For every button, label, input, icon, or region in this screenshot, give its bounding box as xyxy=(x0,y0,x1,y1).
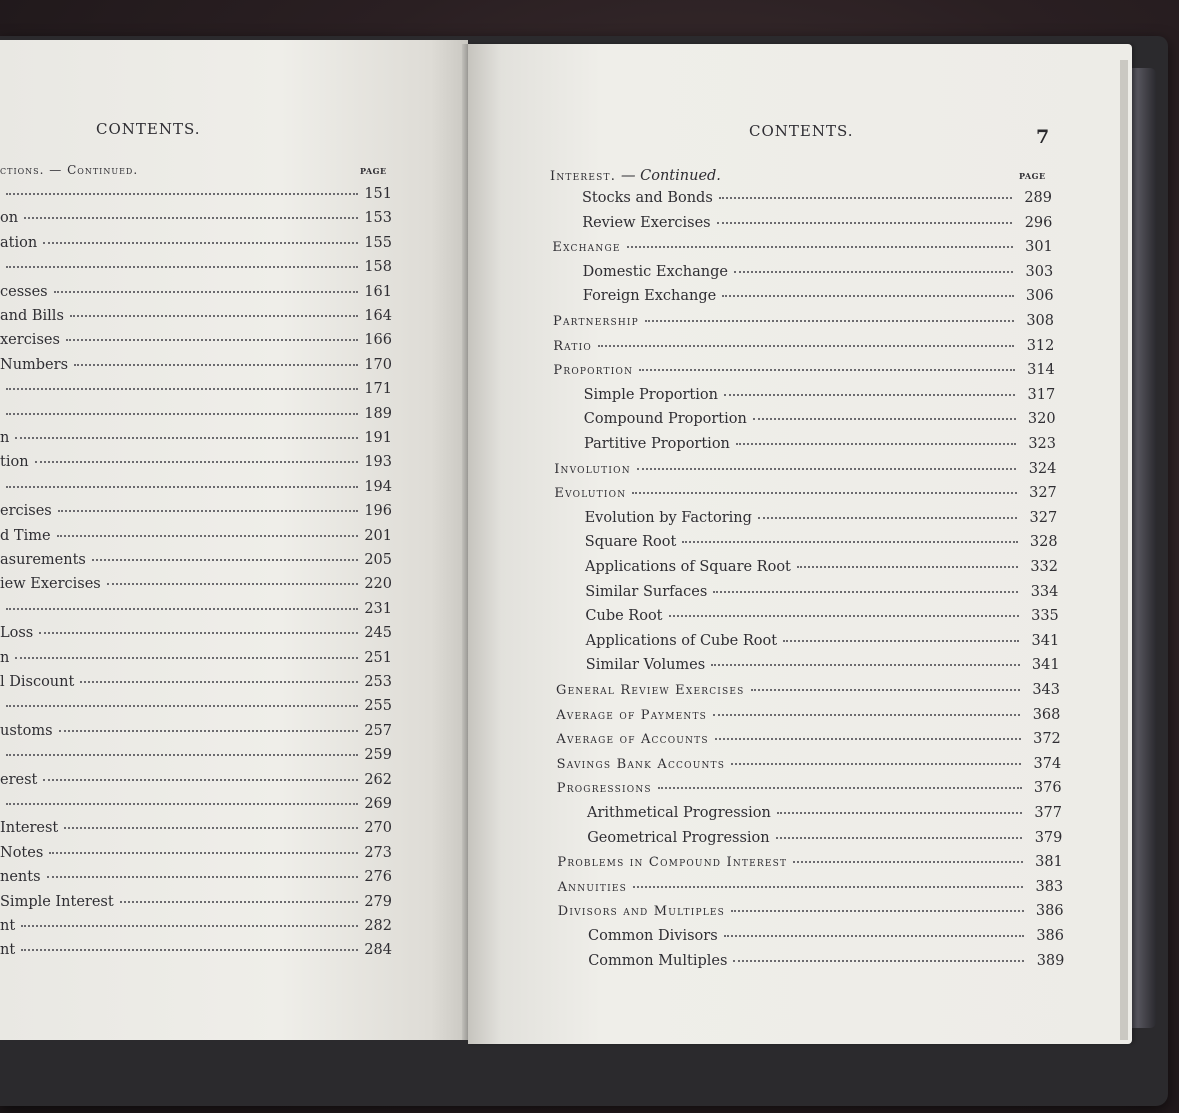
toc-entry xyxy=(556,707,1060,727)
toc-entry xyxy=(588,928,1064,948)
toc-entry xyxy=(0,747,392,767)
left-page-column-label: PAGE xyxy=(360,166,387,176)
toc-entry-page: 253 xyxy=(364,674,392,690)
toc-entry-page: 284 xyxy=(364,942,392,959)
toc-entry-title: Average of Payments xyxy=(556,707,708,723)
dot-leader xyxy=(43,769,358,781)
dot-leader xyxy=(107,573,358,585)
dot-leader xyxy=(637,458,1017,470)
toc-entry-page: 170 xyxy=(364,356,392,373)
toc-entry-page: 383 xyxy=(1035,878,1064,895)
toc-entry-title: nt xyxy=(0,942,16,959)
toc-entry xyxy=(586,633,1060,653)
dot-leader xyxy=(70,305,358,317)
toc-entry-page: 308 xyxy=(1026,313,1054,329)
dot-leader xyxy=(6,695,358,707)
toc-entry xyxy=(557,780,1062,800)
dot-leader xyxy=(35,451,358,463)
toc-entry xyxy=(0,528,392,548)
toc-entry-page: 262 xyxy=(364,771,392,788)
toc-entry-title: Simple Proportion xyxy=(583,386,718,403)
dot-leader xyxy=(734,261,1013,273)
toc-entry-page: 343 xyxy=(1032,682,1060,698)
right-section-continued: — Continued. xyxy=(621,168,721,184)
toc-entry-title: Interest xyxy=(0,820,59,837)
toc-entry-title: Partnership xyxy=(553,314,639,329)
right-section-title-text: Interest. xyxy=(550,169,617,184)
toc-entry-page: 196 xyxy=(364,503,392,520)
toc-entry-page: 368 xyxy=(1032,706,1061,723)
dot-leader xyxy=(80,671,358,683)
dot-leader xyxy=(627,236,1013,248)
toc-entry-page: 289 xyxy=(1024,190,1052,206)
dot-leader xyxy=(15,427,358,439)
toc-entry-page: 257 xyxy=(364,722,392,739)
toc-entry-title: Similar Surfaces xyxy=(585,583,708,600)
toc-entry-page: 328 xyxy=(1029,534,1058,551)
toc-entry-page: 303 xyxy=(1025,263,1054,280)
toc-entry-page: 205 xyxy=(364,552,392,568)
toc-entry xyxy=(0,479,392,499)
toc-entry xyxy=(0,332,392,352)
toc-entry-page: 201 xyxy=(364,527,392,544)
toc-entry-page: 151 xyxy=(364,186,392,202)
dot-leader xyxy=(6,183,358,195)
toc-entry-title: Arithmetical Progression xyxy=(587,805,771,821)
toc-entry-title: tion xyxy=(0,454,29,471)
toc-entry xyxy=(0,698,392,718)
toc-entry-title: Applications of Cube Root xyxy=(585,632,778,649)
toc-entry-page: 301 xyxy=(1025,239,1053,256)
toc-entry-page: 341 xyxy=(1031,657,1060,674)
dot-leader xyxy=(6,793,358,805)
toc-entry-page: 269 xyxy=(364,796,392,812)
toc-entry-title: xercises xyxy=(0,332,60,349)
dot-leader xyxy=(713,581,1018,593)
toc-entry-page: 279 xyxy=(364,893,392,910)
toc-entry xyxy=(582,215,1052,235)
toc-entry xyxy=(0,430,392,450)
toc-entry xyxy=(0,308,392,328)
dot-leader xyxy=(58,500,358,512)
toc-entry-title: Common Divisors xyxy=(588,928,718,944)
toc-entry-page: 386 xyxy=(1036,928,1064,944)
toc-entry-title: d Time xyxy=(0,527,51,544)
toc-entry-title: Cube Root xyxy=(585,608,663,625)
toc-entry-page: 158 xyxy=(364,259,392,276)
toc-entry-page: 231 xyxy=(364,600,392,617)
toc-entry xyxy=(586,657,1060,677)
toc-entry xyxy=(582,190,1052,210)
toc-entry-title: Similar Volumes xyxy=(585,657,706,674)
toc-entry-page: 314 xyxy=(1027,362,1055,379)
dot-leader xyxy=(669,605,1019,617)
toc-entry-title: Partitive Proportion xyxy=(584,436,730,452)
dot-leader xyxy=(6,256,358,268)
toc-entry-page: 164 xyxy=(364,308,392,324)
toc-entry-title: asurements xyxy=(0,552,86,568)
dot-leader xyxy=(731,753,1021,765)
toc-entry-title: Progressions xyxy=(556,781,652,797)
toc-entry-title: Involution xyxy=(554,461,631,477)
toc-entry xyxy=(558,903,1064,923)
toc-entry-page: 191 xyxy=(364,430,392,446)
toc-entry xyxy=(554,485,1056,505)
toc-entry-title: Exchange xyxy=(552,240,621,256)
left-page xyxy=(0,40,468,1040)
toc-entry xyxy=(584,411,1056,431)
dot-leader xyxy=(74,354,358,366)
toc-entry-title: General Review Exercises xyxy=(556,683,745,698)
dot-leader xyxy=(6,744,358,756)
dot-leader xyxy=(120,891,358,903)
toc-entry xyxy=(0,820,392,840)
toc-entry-page: 324 xyxy=(1028,460,1057,477)
toc-entry-page: 379 xyxy=(1034,829,1063,846)
toc-entry xyxy=(553,313,1054,333)
toc-entry-title: cesses xyxy=(0,283,48,300)
toc-entry-page: 245 xyxy=(364,625,392,642)
dot-leader xyxy=(24,207,358,219)
toc-entry xyxy=(0,674,392,694)
toc-entry xyxy=(585,510,1058,530)
toc-entry-title: Ratio xyxy=(553,338,592,354)
dot-leader xyxy=(64,817,358,829)
toc-entry-title: Compound Proportion xyxy=(583,411,747,428)
toc-entry-title: Problems in Compound Interest xyxy=(557,855,788,871)
dot-leader xyxy=(59,720,358,732)
toc-entry xyxy=(0,406,392,426)
dot-leader xyxy=(724,925,1024,937)
dot-leader xyxy=(751,679,1020,691)
toc-entry xyxy=(0,357,392,377)
toc-entry-title: nt xyxy=(0,918,16,934)
dot-leader xyxy=(54,281,358,293)
toc-entry-page: 155 xyxy=(364,234,392,251)
toc-entry-title: ation xyxy=(0,234,38,251)
toc-entry-page: 327 xyxy=(1029,509,1058,526)
dot-leader xyxy=(777,802,1022,814)
toc-entry-title: ercises xyxy=(0,503,52,520)
dot-leader xyxy=(731,900,1024,912)
toc-entry xyxy=(557,854,1062,874)
toc-entry-title: and Bills xyxy=(0,308,64,324)
toc-entry-page: 323 xyxy=(1028,436,1056,452)
toc-entry xyxy=(0,894,392,914)
right-section-title xyxy=(550,168,1050,188)
dot-leader xyxy=(6,476,358,488)
toc-entry xyxy=(583,264,1054,284)
toc-entry xyxy=(554,461,1056,481)
toc-entry xyxy=(585,608,1058,628)
toc-entry xyxy=(0,796,392,816)
toc-entry-page: 251 xyxy=(364,649,392,666)
dot-leader xyxy=(639,359,1015,371)
toc-entry-title: Domestic Exchange xyxy=(582,263,728,280)
toc-entry xyxy=(0,650,392,670)
toc-entry-title: n xyxy=(0,430,10,446)
toc-entry-page: 161 xyxy=(364,283,392,300)
toc-entry xyxy=(553,362,1054,382)
toc-entry-page: 317 xyxy=(1027,386,1056,403)
toc-entry-page: 166 xyxy=(364,332,392,349)
toc-entry xyxy=(0,625,392,645)
toc-entry-page: 389 xyxy=(1036,952,1065,969)
right-page-column-label: PAGE xyxy=(1019,171,1046,181)
toc-entry-title: Evolution by Factoring xyxy=(584,509,752,526)
toc-entry xyxy=(0,454,392,474)
left-page-heading: CONTENTS. xyxy=(96,120,201,138)
toc-entry-page: 273 xyxy=(364,844,392,861)
toc-entry-title: Square Root xyxy=(584,534,677,551)
toc-entry-page: 376 xyxy=(1033,780,1062,797)
toc-entry-page: 189 xyxy=(364,405,392,422)
dot-leader xyxy=(39,622,358,634)
toc-entry xyxy=(0,284,392,304)
toc-entry-title: iew Exercises xyxy=(0,576,101,593)
toc-entry-page: 270 xyxy=(364,820,392,837)
dot-leader xyxy=(645,310,1014,322)
toc-entry-page: 372 xyxy=(1033,731,1061,748)
toc-entry-page: 320 xyxy=(1027,411,1056,428)
toc-entry-title: Evolution xyxy=(554,486,627,502)
dot-leader xyxy=(57,525,358,537)
dot-leader xyxy=(797,556,1018,568)
toc-entry xyxy=(558,879,1064,899)
toc-entry-page: 374 xyxy=(1033,755,1062,772)
toc-entry-title: Common Multiples xyxy=(588,952,728,969)
toc-entry xyxy=(584,387,1056,407)
toc-entry-page: 220 xyxy=(364,576,392,593)
toc-entry-page: 194 xyxy=(364,478,392,495)
dot-leader xyxy=(6,403,358,415)
dot-leader xyxy=(6,378,358,390)
toc-entry-title: Loss xyxy=(0,625,34,642)
toc-entry xyxy=(0,601,392,621)
dot-leader xyxy=(717,212,1013,224)
toc-entry-title: Numbers xyxy=(0,356,69,373)
toc-entry xyxy=(584,436,1056,456)
toc-entry-page: 282 xyxy=(364,918,392,934)
dot-leader xyxy=(753,408,1016,420)
dot-leader xyxy=(15,647,358,659)
dot-leader xyxy=(736,433,1016,445)
toc-entry xyxy=(0,210,392,230)
toc-entry xyxy=(557,756,1062,776)
toc-entry-title: Geometrical Progression xyxy=(587,829,770,846)
toc-entry xyxy=(0,259,392,279)
toc-entry xyxy=(556,682,1060,702)
dot-leader xyxy=(793,851,1023,863)
toc-entry xyxy=(0,381,392,401)
toc-entry xyxy=(0,942,392,962)
dot-leader xyxy=(722,285,1013,297)
dot-leader xyxy=(682,531,1017,543)
toc-entry xyxy=(585,559,1058,579)
dot-leader xyxy=(724,384,1015,396)
toc-entry-page: 171 xyxy=(364,381,392,398)
toc-entry xyxy=(0,576,392,596)
toc-entry-title: erest xyxy=(0,771,38,788)
toc-entry-page: 276 xyxy=(364,869,392,886)
toc-entry xyxy=(587,805,1062,825)
toc-entry xyxy=(583,288,1054,308)
right-page-number: 7 xyxy=(1036,126,1050,148)
toc-entry xyxy=(0,845,392,865)
dot-leader xyxy=(92,549,358,561)
toc-entry-page: 255 xyxy=(364,698,392,715)
left-section-title xyxy=(0,162,392,182)
dot-leader xyxy=(6,598,358,610)
dot-leader xyxy=(633,876,1023,888)
toc-entry-title: Foreign Exchange xyxy=(582,288,717,305)
toc-entry-page: 332 xyxy=(1030,559,1058,575)
dot-leader xyxy=(598,335,1014,347)
dot-leader xyxy=(776,827,1023,839)
dot-leader xyxy=(758,507,1017,519)
dot-leader xyxy=(21,939,358,951)
toc-entry xyxy=(588,953,1064,973)
dot-leader xyxy=(783,630,1019,642)
toc-entry-title: on xyxy=(0,210,19,227)
toc-entry xyxy=(587,830,1062,850)
toc-entry xyxy=(0,772,392,792)
toc-entry-title: Annuities xyxy=(557,879,627,895)
toc-entry-title: Simple Interest xyxy=(0,893,114,910)
toc-entry xyxy=(585,534,1058,554)
toc-entry-page: 381 xyxy=(1035,854,1063,871)
toc-entry xyxy=(0,186,392,206)
toc-entry xyxy=(0,869,392,889)
toc-entry-title: ustoms xyxy=(0,722,53,739)
toc-entry-title: Notes xyxy=(0,844,44,861)
toc-entry xyxy=(0,552,392,572)
left-section-title-text: ctions. — Continued. xyxy=(0,163,139,177)
toc-entry-page: 386 xyxy=(1035,903,1064,920)
dot-leader xyxy=(658,777,1022,789)
dot-leader xyxy=(66,329,358,341)
toc-entry-title: Applications of Square Root xyxy=(585,559,791,575)
toc-entry xyxy=(0,723,392,743)
dot-leader xyxy=(719,187,1012,199)
toc-entry-title: Proportion xyxy=(553,363,634,379)
dot-leader xyxy=(21,915,358,927)
toc-entry-page: 334 xyxy=(1030,583,1059,600)
toc-entry xyxy=(585,584,1058,604)
dot-leader xyxy=(713,704,1020,716)
toc-entry-page: 377 xyxy=(1034,805,1062,821)
dot-leader xyxy=(632,482,1017,494)
toc-entry xyxy=(553,338,1054,358)
dot-leader xyxy=(715,728,1021,740)
toc-entry xyxy=(0,918,392,938)
toc-entry xyxy=(556,731,1060,751)
toc-entry-page: 341 xyxy=(1031,632,1060,649)
toc-entry xyxy=(0,503,392,523)
toc-entry-page: 312 xyxy=(1026,337,1055,354)
toc-entry xyxy=(552,239,1052,259)
page-stack-edge xyxy=(1120,60,1128,1040)
toc-entry-title: nents xyxy=(0,869,41,886)
toc-entry-title: Review Exercises xyxy=(582,214,711,231)
dot-leader xyxy=(733,950,1024,962)
toc-entry-title: Average of Accounts xyxy=(556,732,709,748)
dot-leader xyxy=(47,866,358,878)
right-page-heading: CONTENTS. xyxy=(749,122,854,140)
dot-leader xyxy=(49,842,358,854)
toc-entry-title: l Discount xyxy=(0,674,75,690)
dot-leader xyxy=(711,654,1019,666)
toc-entry-title: Savings Bank Accounts xyxy=(556,756,726,772)
toc-entry-title: Divisors and Multiples xyxy=(557,904,726,920)
toc-entry-page: 335 xyxy=(1031,608,1059,625)
toc-entry-page: 327 xyxy=(1029,485,1057,502)
toc-entry-page: 193 xyxy=(364,454,392,471)
toc-entry-title: n xyxy=(0,649,10,666)
toc-entry-page: 296 xyxy=(1024,214,1053,231)
toc-entry-title: Stocks and Bonds xyxy=(582,190,713,206)
dot-leader xyxy=(43,232,358,244)
toc-entry xyxy=(0,235,392,255)
toc-entry-page: 153 xyxy=(364,210,392,227)
toc-entry-page: 259 xyxy=(364,747,392,764)
toc-entry-page: 306 xyxy=(1025,288,1054,305)
right-page xyxy=(468,44,1132,1044)
